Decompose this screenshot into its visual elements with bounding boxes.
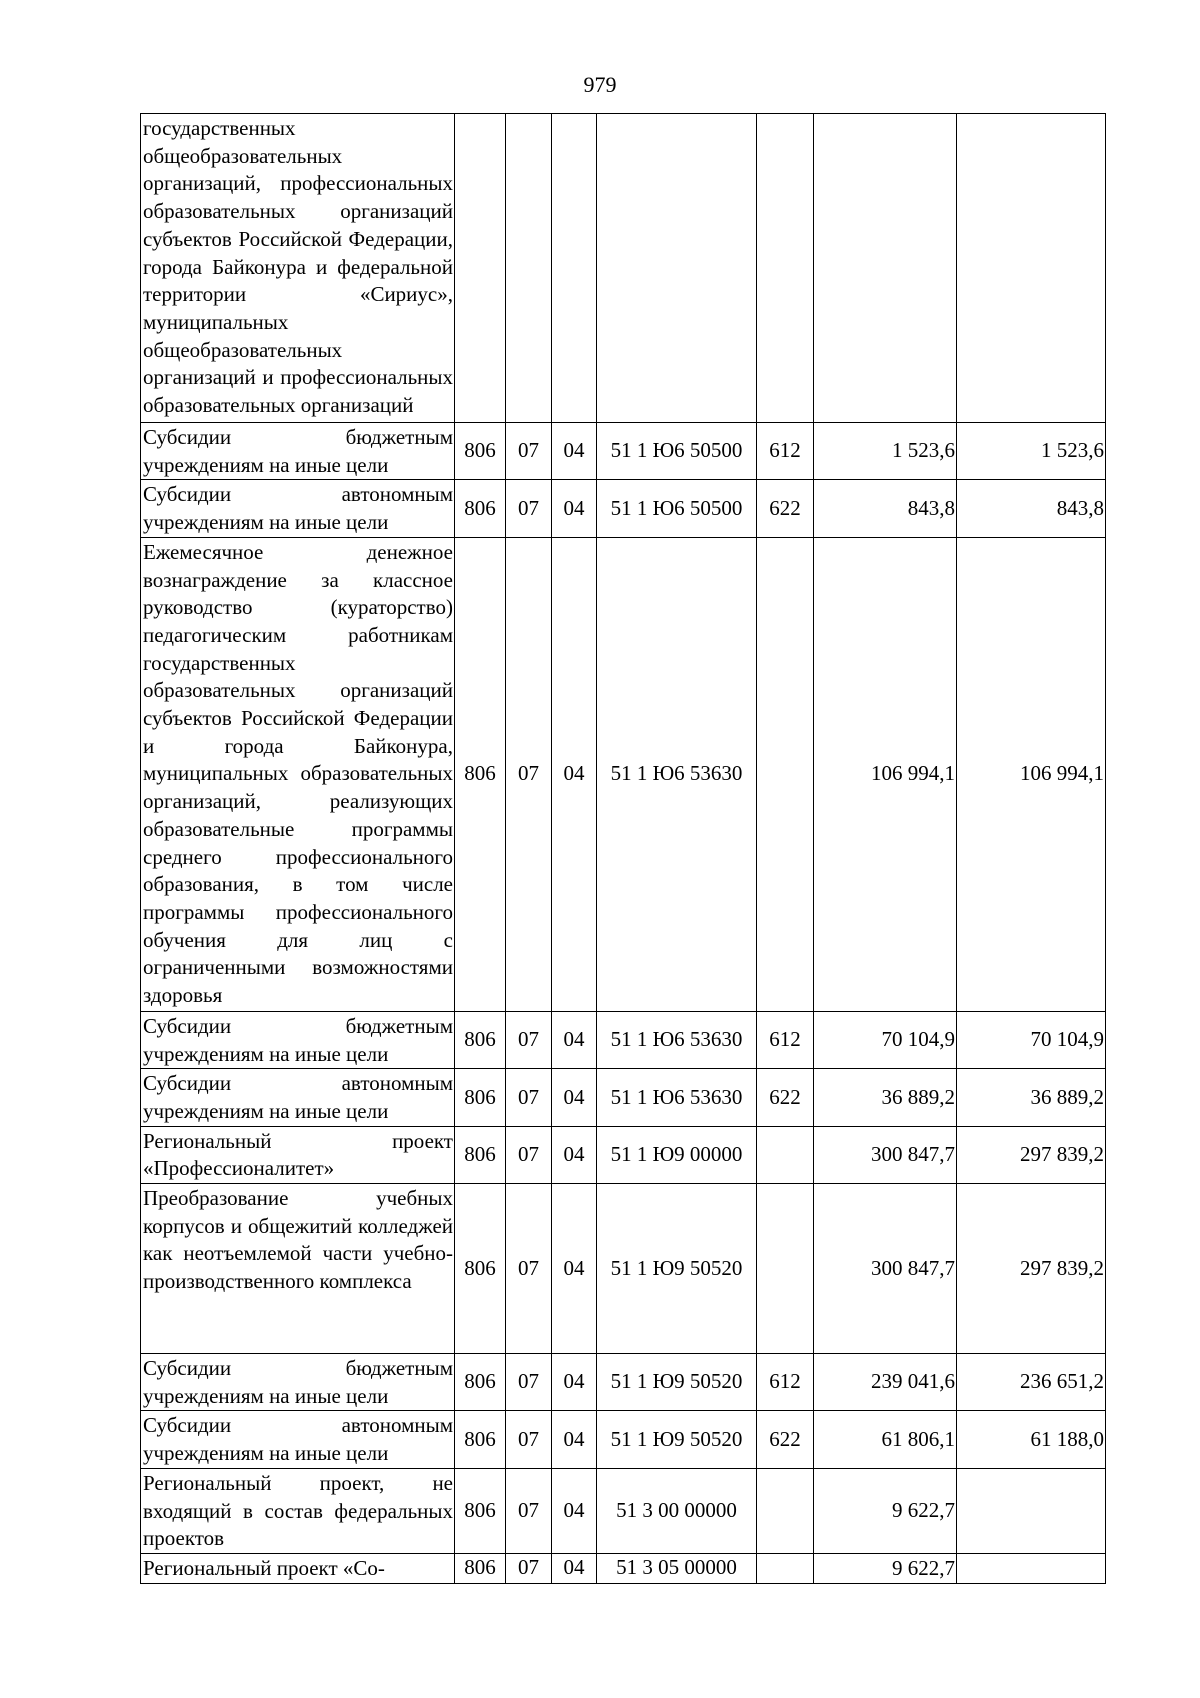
expense-type-code xyxy=(757,1184,814,1354)
subsection-code: 04 xyxy=(552,1126,597,1183)
row-description: Субсидии автономным учреждениям на иные цели xyxy=(141,1069,455,1126)
target-item-code: 51 3 05 00000 xyxy=(597,1553,757,1583)
expense-type-code xyxy=(757,114,814,423)
dept-code: 806 xyxy=(455,537,506,1011)
target-item-code: 51 1 Ю6 53630 xyxy=(597,1011,757,1068)
target-item-code: 51 1 Ю6 50500 xyxy=(597,423,757,480)
subsection-code: 04 xyxy=(552,1468,597,1553)
amount-year-1: 239 041,6 xyxy=(814,1354,957,1411)
dept-code: 806 xyxy=(455,1411,506,1468)
dept-code: 806 xyxy=(455,1011,506,1068)
table-row xyxy=(141,1553,1106,1583)
section-code: 07 xyxy=(506,423,552,480)
dept-code: 806 xyxy=(455,1184,506,1354)
subsection-code xyxy=(552,114,597,423)
subsection-code: 04 xyxy=(552,423,597,480)
section-code: 07 xyxy=(506,1354,552,1411)
amount-year-1: 61 806,1 xyxy=(814,1411,957,1468)
dept-code: 806 xyxy=(455,1354,506,1411)
target-item-code: 51 1 Ю9 50520 xyxy=(597,1354,757,1411)
budget-table xyxy=(140,113,1106,1584)
table-row xyxy=(141,1011,1106,1068)
row-description: Субсидии автономным учреждениям на иные цели xyxy=(141,1411,455,1468)
subsection-code: 04 xyxy=(552,1011,597,1068)
dept-code: 806 xyxy=(455,1468,506,1553)
section-code: 07 xyxy=(506,1468,552,1553)
table-body xyxy=(141,114,1106,1584)
table-row xyxy=(141,537,1106,1011)
table-row xyxy=(141,423,1106,480)
subsection-code: 04 xyxy=(552,1411,597,1468)
expense-type-code: 612 xyxy=(757,1011,814,1068)
subsection-code: 04 xyxy=(552,1354,597,1411)
expense-type-code: 622 xyxy=(757,1069,814,1126)
table-row xyxy=(141,1184,1106,1354)
section-code: 07 xyxy=(506,1011,552,1068)
amount-year-2: 106 994,1 xyxy=(957,537,1106,1011)
dept-code: 806 xyxy=(455,1553,506,1583)
target-item-code: 51 1 Ю6 53630 xyxy=(597,1069,757,1126)
row-description: Преобразование учебных корпусов и общежитий колледжей как неотъемлемой части учебно-производственного комплекса xyxy=(141,1184,455,1354)
expense-type-code: 612 xyxy=(757,423,814,480)
section-code: 07 xyxy=(506,1184,552,1354)
target-item-code: 51 3 00 00000 xyxy=(597,1468,757,1553)
amount-year-2: 1 523,6 xyxy=(957,423,1106,480)
table-row xyxy=(141,1354,1106,1411)
expense-type-code xyxy=(757,537,814,1011)
amount-year-1: 1 523,6 xyxy=(814,423,957,480)
amount-year-1: 9 622,7 xyxy=(814,1468,957,1553)
row-description: Региональный проект, не входящий в состав федеральных проектов xyxy=(141,1468,455,1553)
amount-year-1: 843,8 xyxy=(814,480,957,537)
section-code: 07 xyxy=(506,1553,552,1583)
target-item-code: 51 1 Ю6 50500 xyxy=(597,480,757,537)
target-item-code xyxy=(597,114,757,423)
amount-year-1: 300 847,7 xyxy=(814,1184,957,1354)
dept-code: 806 xyxy=(455,1069,506,1126)
amount-year-1: 9 622,7 xyxy=(814,1553,957,1583)
table-row xyxy=(141,480,1106,537)
amount-year-2 xyxy=(957,1553,1106,1583)
dept-code: 806 xyxy=(455,423,506,480)
row-description: Субсидии автономным учреждениям на иные цели xyxy=(141,480,455,537)
amount-year-2 xyxy=(957,114,1106,423)
table-row xyxy=(141,1126,1106,1183)
amount-year-2: 36 889,2 xyxy=(957,1069,1106,1126)
row-description: Субсидии бюджетным учреждениям на иные цели xyxy=(141,1354,455,1411)
section-code: 07 xyxy=(506,1069,552,1126)
dept-code xyxy=(455,114,506,423)
subsection-code: 04 xyxy=(552,1184,597,1354)
amount-year-2: 297 839,2 xyxy=(957,1184,1106,1354)
table-row xyxy=(141,1069,1106,1126)
target-item-code: 51 1 Ю9 50520 xyxy=(597,1184,757,1354)
amount-year-2: 61 188,0 xyxy=(957,1411,1106,1468)
row-description: Ежемесячное денежное вознаграждение за классное руководство (кураторство) педагогическим работникам государственных образовательных организаций субъектов Российской Федерации и города Байконура, муниципальных образовательных организаций, реализующих образовательные программы среднего профессионального образования, в том числе программы профессионального обучения для лиц с ограниченными возможностями здоровья xyxy=(141,537,455,1011)
amount-year-2: 236 651,2 xyxy=(957,1354,1106,1411)
section-code: 07 xyxy=(506,537,552,1011)
amount-year-2: 297 839,2 xyxy=(957,1126,1106,1183)
subsection-code: 04 xyxy=(552,480,597,537)
row-description: государственных общеобразовательных организаций, профессиональных образовательных организаций субъектов Российской Федерации, города Байконура и федеральной территории «Сириус», муниципальных общеобразовательных организаций и профессиональных образовательных организаций xyxy=(141,114,455,423)
expense-type-code xyxy=(757,1126,814,1183)
expense-type-code xyxy=(757,1553,814,1583)
expense-type-code xyxy=(757,1468,814,1553)
target-item-code: 51 1 Ю9 50520 xyxy=(597,1411,757,1468)
table-row xyxy=(141,1468,1106,1553)
subsection-code: 04 xyxy=(552,537,597,1011)
row-description: Региональный проект «Профессионалитет» xyxy=(141,1126,455,1183)
amount-year-1: 300 847,7 xyxy=(814,1126,957,1183)
amount-year-2 xyxy=(957,1468,1106,1553)
row-description: Субсидии бюджетным учреждениям на иные цели xyxy=(141,423,455,480)
dept-code: 806 xyxy=(455,1126,506,1183)
subsection-code: 04 xyxy=(552,1069,597,1126)
expense-type-code: 622 xyxy=(757,480,814,537)
section-code: 07 xyxy=(506,1411,552,1468)
row-description: Региональный проект «Со- xyxy=(141,1553,455,1583)
section-code: 07 xyxy=(506,1126,552,1183)
amount-year-1: 70 104,9 xyxy=(814,1011,957,1068)
amount-year-1: 36 889,2 xyxy=(814,1069,957,1126)
section-code: 07 xyxy=(506,480,552,537)
subsection-code: 04 xyxy=(552,1553,597,1583)
amount-year-2: 843,8 xyxy=(957,480,1106,537)
row-description: Субсидии бюджетным учреждениям на иные цели xyxy=(141,1011,455,1068)
dept-code: 806 xyxy=(455,480,506,537)
table-row xyxy=(141,1411,1106,1468)
expense-type-code: 622 xyxy=(757,1411,814,1468)
amount-year-1: 106 994,1 xyxy=(814,537,957,1011)
expense-type-code: 612 xyxy=(757,1354,814,1411)
section-code xyxy=(506,114,552,423)
target-item-code: 51 1 Ю9 00000 xyxy=(597,1126,757,1183)
amount-year-2: 70 104,9 xyxy=(957,1011,1106,1068)
table-row xyxy=(141,114,1106,423)
page-number: 979 xyxy=(583,72,617,97)
amount-year-1 xyxy=(814,114,957,423)
target-item-code: 51 1 Ю6 53630 xyxy=(597,537,757,1011)
